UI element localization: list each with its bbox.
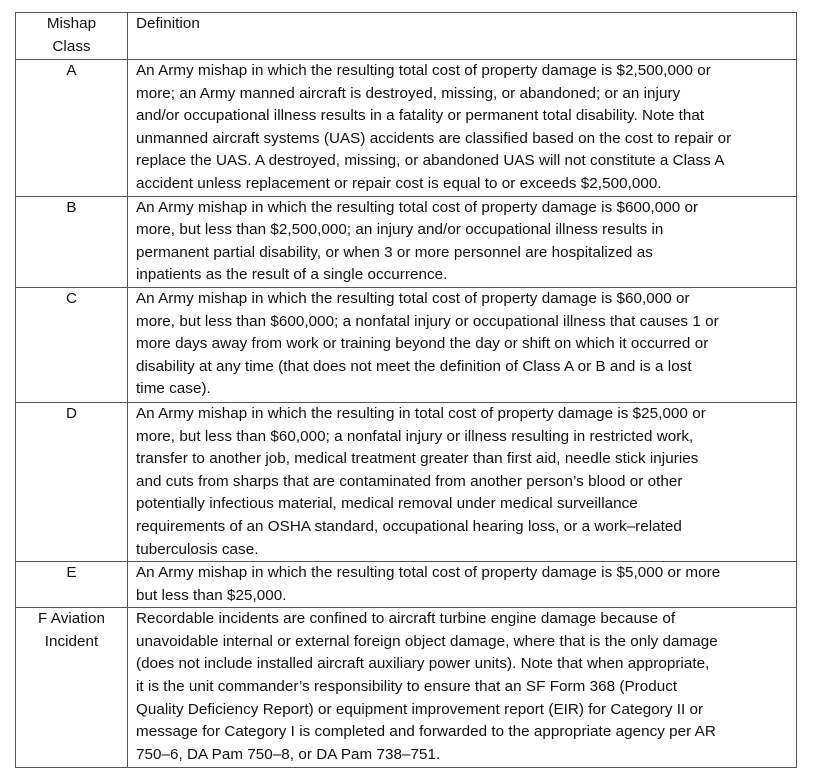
definition-line: more, but less than $600,000; a nonfatal injury or occupational illness that causes 1 or <box>136 312 719 330</box>
definition-line: time case). <box>136 380 211 398</box>
table-row-class-d <box>16 402 797 561</box>
definition-line: replace the UAS. A destroyed, missing, or abandoned UAS will not constitute a Class A <box>136 152 725 170</box>
class-label: F Aviation <box>38 610 105 628</box>
definition-line: inpatients as the result of a single occurrence. <box>136 266 448 284</box>
class-cell-e <box>16 562 128 608</box>
definition-cell-a <box>128 60 797 197</box>
class-cell-a <box>16 60 128 197</box>
definition-line: Quality Deficiency Report) or equipment improvement report (EIR) for Category II or <box>136 700 704 718</box>
header-mishap-class <box>16 13 128 60</box>
table-row-class-b <box>16 196 797 287</box>
definition-line: more, but less than $2,500,000; an injury and/or occupational illness results in <box>136 221 664 239</box>
definition-line: (does not include installed aircraft auxiliary power units). Note that when appropriate, <box>136 655 710 673</box>
definition-line: but less than $25,000. <box>136 586 287 604</box>
definition-line: Recordable incidents are confined to aircraft turbine engine damage because of <box>136 610 676 628</box>
mishap-classification-table <box>15 12 797 768</box>
class-label: Incident <box>44 632 99 650</box>
header-definition-label: Definition <box>136 15 200 32</box>
definition-line: more, but less than $60,000; a nonfatal injury or illness resulting in restricted work, <box>136 427 694 445</box>
definition-line: unavoidable internal or external foreign object damage, where that is the only damage <box>136 632 718 650</box>
definition-cell-e <box>128 562 797 608</box>
definition-line: potentially infectious material, medical removal under medical surveillance <box>136 495 638 513</box>
definition-cell-f <box>128 608 797 768</box>
table-row-class-f-aviation-incident <box>16 608 797 768</box>
definition-line: transfer to another job, medical treatment greater than first aid, needle stick injuries <box>136 450 699 468</box>
definition-line: message for Category I is completed and forwarded to the appropriate agency per AR <box>136 723 716 741</box>
definition-line: An Army mishap in which the resulting total cost of property damage is $2,500,000 or <box>136 62 711 79</box>
header-definition <box>128 13 797 60</box>
definition-line: and/or occupational illness results in a fatality or permanent total disability. Note that <box>136 107 705 125</box>
definition-cell-b <box>128 196 797 287</box>
definition-line: it is the unit commander’s responsibility to ensure that an SF Form 368 (Product <box>136 678 678 696</box>
definition-line: more days away from work or training beyond the day or shift on which it occurred or <box>136 335 709 353</box>
definition-cell-c <box>128 287 797 402</box>
definition-line: permanent partial disability, or when 3 or more personnel are hospitalized as <box>136 243 653 261</box>
definition-line: accident unless replacement or repair cost is equal to or exceeds $2,500,000. <box>136 174 662 192</box>
class-label: C <box>65 289 78 307</box>
definition-line: tuberculosis case. <box>136 540 259 558</box>
header-class-line2: Class <box>52 37 91 55</box>
definition-line: more; an Army manned aircraft is destroyed, missing, or abandoned; or an injury <box>136 84 681 102</box>
definition-line: 750–6, DA Pam 750–8, or DA Pam 738–751. <box>136 745 441 763</box>
table-row-class-c <box>16 287 797 402</box>
class-label: B <box>66 198 77 216</box>
header-class-line1: Mishap <box>46 15 97 32</box>
definition-line: and cuts from sharps that are contaminated from another person’s blood or other <box>136 472 683 490</box>
definition-line: An Army mishap in which the resulting total cost of property damage is $5,000 or more <box>136 564 721 582</box>
definition-line: An Army mishap in which the resulting in total cost of property damage is $25,000 or <box>136 404 706 422</box>
class-cell-d <box>16 402 128 561</box>
class-label: A <box>66 62 77 79</box>
definition-line: requirements of an OSHA standard, occupational hearing loss, or a work–related <box>136 517 682 535</box>
definition-cell-d <box>128 402 797 561</box>
class-label: E <box>66 564 77 582</box>
definition-line: unmanned aircraft systems (UAS) accidents are classified based on the cost to repair or <box>136 129 732 147</box>
definition-line: An Army mishap in which the resulting total cost of property damage is $60,000 or <box>136 289 690 307</box>
class-cell-c <box>16 287 128 402</box>
definition-line: An Army mishap in which the resulting total cost of property damage is $600,000 or <box>136 198 699 216</box>
table-row-class-e <box>16 562 797 608</box>
class-cell-b <box>16 196 128 287</box>
table-header-row <box>16 13 797 60</box>
class-cell-f <box>16 608 128 768</box>
table-row-class-a <box>16 60 797 197</box>
definition-line: disability at any time (that does not meet the definition of Class A or B and is a lost <box>136 357 692 375</box>
class-label: D <box>65 404 78 422</box>
